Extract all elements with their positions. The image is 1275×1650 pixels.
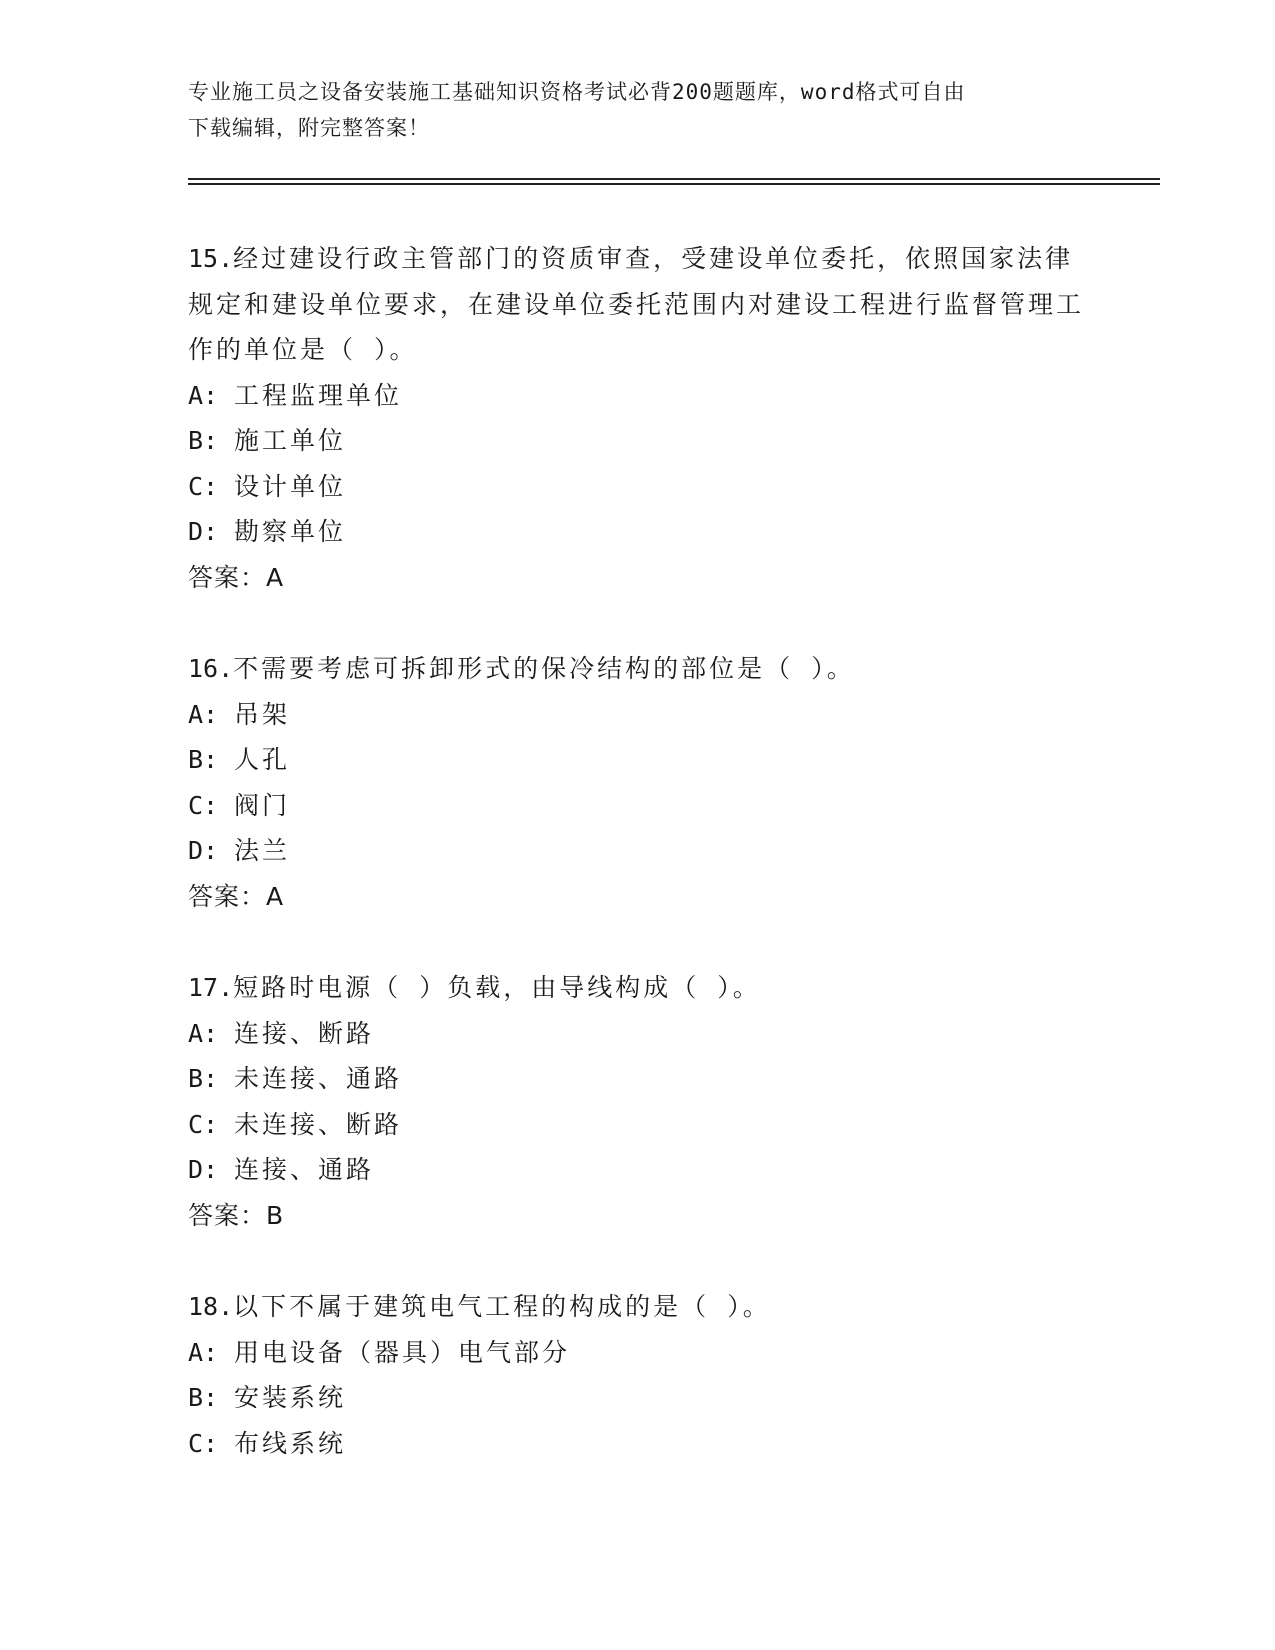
option-key: D: (188, 1155, 219, 1184)
option-c (188, 1102, 1088, 1148)
option-key: B: (188, 426, 219, 455)
question-number: 15. (188, 244, 234, 273)
question-stem (188, 965, 1088, 1011)
option-text: 安装系统 (234, 1383, 347, 1412)
option-a (188, 373, 1088, 419)
option-b (188, 737, 1088, 783)
option-text: 勘察单位 (234, 517, 347, 546)
option-text: 人孔 (234, 745, 291, 774)
option-text: 设计单位 (234, 471, 347, 501)
answer-line: 答案：B (188, 1200, 285, 1230)
option-c (188, 464, 1088, 510)
document-header (188, 74, 1088, 146)
question-stem (188, 1284, 1088, 1330)
option-text: 吊架 (234, 699, 291, 729)
option-key: B: (188, 1383, 219, 1412)
question-text: 不需要考虑可拆卸形式的保冷结构的部位是（ ）。 (233, 654, 855, 683)
option-a (188, 1330, 1088, 1376)
question-18 (188, 1284, 1088, 1466)
option-key: A: (188, 1337, 219, 1367)
question-number: 18. (188, 1292, 234, 1321)
option-text: 连接、断路 (234, 1018, 375, 1048)
question-stem (188, 646, 1088, 692)
question-text: 以下不属于建筑电气工程的构成的是（ ）。 (233, 1292, 771, 1321)
option-d (188, 509, 1088, 555)
question-stem (188, 236, 1088, 373)
option-key: B: (188, 1064, 219, 1093)
option-key: B: (188, 745, 219, 774)
option-key: C: (188, 790, 219, 820)
header-line-2: 下载编辑，附完整答案！ (188, 116, 430, 140)
option-key: A: (188, 1018, 219, 1048)
option-text: 法兰 (234, 836, 291, 865)
answer-line: 答案：A (188, 562, 285, 592)
option-c (188, 1421, 1088, 1467)
option-text: 工程监理单位 (234, 380, 403, 410)
question-16 (188, 646, 1088, 919)
answer-line: 答案：A (188, 881, 285, 911)
option-key: A: (188, 380, 219, 410)
option-text: 用电设备（器具）电气部分 (234, 1337, 571, 1367)
option-b (188, 418, 1088, 464)
option-c (188, 783, 1088, 829)
question-list (188, 236, 1088, 1512)
option-text: 未连接、断路 (234, 1109, 403, 1139)
option-key: C: (188, 471, 219, 501)
question-17 (188, 965, 1088, 1238)
option-b (188, 1375, 1088, 1421)
question-number: 17. (188, 973, 234, 1002)
option-key: D: (188, 836, 219, 865)
option-key: A: (188, 699, 219, 729)
option-text: 未连接、通路 (234, 1064, 403, 1093)
question-text: 短路时电源（ ）负载，由导线构成（ ）。 (233, 973, 761, 1002)
header-divider-top (188, 178, 1160, 180)
option-key: C: (188, 1109, 219, 1139)
header-line-1: 专业施工员之设备安装施工基础知识资格考试必背200题题库，word格式可自由 (188, 80, 966, 104)
option-key: D: (188, 517, 219, 546)
question-text: 经过建设行政主管部门的资质审查，受建设单位委托，依照国家法律规定和建设单位要求，在建设单位委托范围内对建设工程进行监督管理工作的单位是（ ）。 (188, 244, 1085, 364)
header-divider-bottom (188, 183, 1160, 185)
option-b (188, 1056, 1088, 1102)
option-d (188, 1147, 1088, 1193)
option-text: 连接、通路 (234, 1155, 375, 1184)
option-d (188, 828, 1088, 874)
option-text: 施工单位 (234, 426, 347, 455)
option-a (188, 692, 1088, 738)
option-a (188, 1011, 1088, 1057)
question-15 (188, 236, 1088, 600)
option-key: C: (188, 1428, 219, 1458)
option-text: 阀门 (234, 790, 291, 820)
option-text: 布线系统 (234, 1428, 347, 1458)
question-number: 16. (188, 654, 234, 683)
